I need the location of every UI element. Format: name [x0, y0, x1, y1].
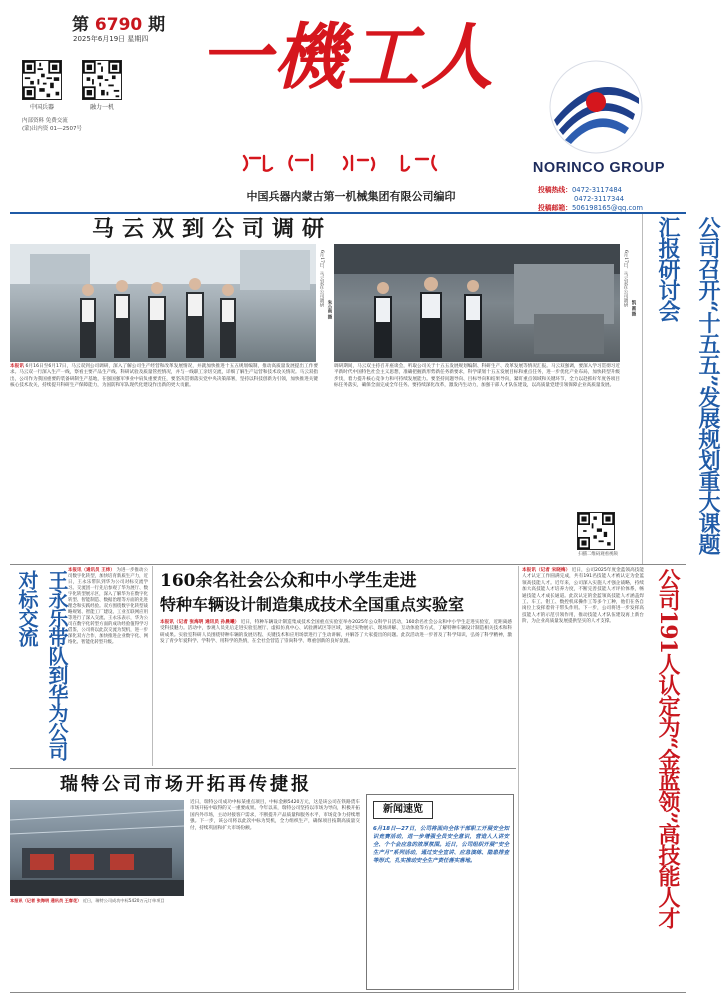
publication-permit: (蒙)出内资 01—2507号 — [22, 126, 83, 132]
lead-photo-left — [10, 244, 316, 362]
right-column-divider — [642, 214, 643, 564]
contact-line: 0472-3117344 — [574, 195, 625, 203]
market-headline: 瑞特公司市场开拓再传捷报 — [60, 774, 312, 795]
lead-photo-right-credit: 凯 圆 摄 — [631, 300, 636, 317]
lead-photo-left-caption: 6月17日，马云双在公司调研 — [319, 250, 324, 307]
center-headline-line2: 特种车辆设计制造集成技术全国重点实验室 — [160, 595, 465, 614]
norinco-logo-icon — [545, 58, 647, 156]
news-brief-title: 新闻速览 — [373, 801, 433, 819]
talent-column-divider — [518, 566, 519, 990]
section-rule-low — [10, 768, 516, 769]
qr-label-yiji: 融力一机 — [89, 104, 114, 111]
lead-body-left: 本报讯 6月16日至6月17日，马云双到公司调研，深入了解公司生产经营和改革发展情况，并就加快推进十五五规划编制，推动高质量发展提出工作要求。马云双一行深入生产一线，察看主要产品生产线、科研试验及质量管控情况，并与一线职工亲切交流，详细了解生产运营和技术攻关情况。马云双指出，公司作为我国重要的装备研制生产基地，在强国强军事业中肩负重要责任，要坚决贯彻落实党中央决策部署，坚持以科技创新为引领，加快推进关键核心技术攻关，持续提升科研生产保障能力，为国防和军队现代化建设作出新的更大贡献。 — [10, 364, 318, 389]
market-photo-caption: 本报讯（记者 张海明 通讯员 王春花） 近日，瑞特公司成功中标5420万元订单项目 — [10, 898, 165, 903]
news-brief-body: 6月18日—27日，公司将面向全体干部职工开展安全知识竞赛活动，进一步增强全员安全意识，营造人人讲安全、个个会应急的浓厚氛围。近日，公司组织开展“安全生产月”系列活动，通过安全宣讲、应急演练、隐患排查等形式，扎实推动安全生产责任落实落地。 — [373, 826, 509, 864]
footer-rule — [10, 992, 686, 993]
qr-label-norinco: 中国兵器 — [29, 104, 54, 111]
lead-video-qr-code[interactable] — [577, 512, 615, 550]
qr-code-norinco — [22, 60, 62, 100]
issue-date: 2025年6月19日 星期四 — [73, 35, 149, 43]
lead-photo-left-credit: 朱小雨 摄 — [327, 300, 332, 320]
lead-video-caption: 扫描二维码观看视频 — [578, 552, 618, 557]
mongolian-script-band — [236, 152, 466, 174]
masthead-subtitle: 中国兵器内蒙古第一机械集团有限公司编印 — [246, 190, 456, 203]
left-column-divider — [152, 566, 153, 766]
left-column-headline: 王永乐带队到华为公司对标交流 — [15, 570, 69, 760]
center-headline-line1: 160余名社会公众和中小学生走进 — [160, 571, 417, 591]
contact-line: 投稿邮箱：506198165@qq.com — [538, 204, 644, 212]
center-body: 本报讯（记者 张海明 通讯员 孙晨曦） 近日，特种车辆设计制造集成技术全国重点实验室举办2025年公众科学日活动，160余名社会公众和中小学生走进实验室，近距离感受科技魅力。活动中，参观人员先后走进实验室展厅、虚拟仿真中心、试验测试区等区域，通过实物展示、现场讲解、互动体验等方式，了解特种车辆设计制造相关技术和科研成果。实验室科研人员围绕特种车辆的发展历程、关键技术和应用场景进行了生动讲解，并解答了大家提出的问题。此次活动进一步普及了科学知识，弘扬了科学精神，激发了青少年爱科学、学科学、用科学的热情，在全社会营造了崇尚科学、尊重创新的良好氛围。 — [160, 620, 512, 645]
market-photo — [10, 800, 184, 896]
lead-headline: 马云双到公司调研 — [92, 216, 333, 242]
issue-number: 第 6790 期 — [72, 15, 166, 35]
contact-line: 投稿热线：0472-3117484 — [538, 186, 623, 194]
masthead-logo: 一機工人 — [198, 14, 495, 99]
left-column-body: 本报讯（通讯员 王炜） 为进一步推动公司数字化转型，加快培育新质生产力，近日，王永乐带队到华为公司对标交流学习。交流团一行先后参观了华为展厅、数字化转型展示区，深入了解华为在数字化转型、智能制造、数据治理等方面的先进理念和实践经验。双方围绕数字化转型战略规划、智能工厂建设、工业互联网应用等进行了深入交流。王永乐表示，华为公司在数字化转型方面的成功经验值得学习借鉴，公司将以此次交流为契机，进一步深化双方合作，加快推进企业数字化、网络化、智能化转型升级。 — [68, 568, 148, 645]
right-column-headline: 公司召开“十五五”发展规划重大课题汇报研讨会 — [655, 216, 721, 555]
internal-note: 内部资料 免费交流 — [22, 118, 68, 124]
market-body: 近日，瑞特公司成功中标某重点项目，中标金额5420万元，这是该公司在铁路货车市场开拓中取得的又一重要成果。今年以来，瑞特公司坚持以市场为导向，积极开拓国内外市场，主动对接客户需求，不断提升产品质量和服务水平，市场竞争力持续增强。下一步，该公司将以此次中标为契机，全力组织生产，确保项目按期高质量交付，持续巩固和扩大市场份额。 — [190, 800, 360, 831]
talent-body: 本报讯（记者 宋晓梅） 近日，公司2025年度金蓝领高技能人才认定工作圆满完成，共有191名技能人才被认定为金蓝领高技能人才。近年来，公司深入实施人才强企战略，持续加大高技能人才培养力度，不断完善技能人才评价体系，畅通技能人才成长通道。此次认定的金蓝领高技能人才涵盖焊工、车工、钳工、数控机床操作工等多个工种，他们在各自岗位上发挥着骨干带头作用。下一步，公司将进一步发挥高技能人才的示范引领作用，推动技能人才队伍建设再上新台阶，为企业高质量发展提供坚实的人才支撑。 — [522, 568, 644, 625]
lead-photo-right — [334, 244, 620, 362]
talent-headline: 公司191人认定为“金蓝领”高技能人才 — [655, 568, 681, 929]
news-brief-box — [366, 794, 514, 990]
section-rule-mid — [10, 564, 686, 565]
lead-body-right: 调研期间，马云双主持召开座谈会，听取公司关于十五五发展规划编制、科研生产、改革发展等情况汇报。马云双强调，要深入学习贯彻习近平新时代中国特色社会主义思想，准确把握新形势新任务新要求，科学谋划十五五发展目标和重点任务，进一步优化产业布局，加快转型升级步伐，着力提升核心竞争力和可持续发展能力。要坚持问题导向、目标导向和结果导向，紧盯重点领域和关键环节，全力以赴抓好年度各项目标任务落实，确保全面完成全年任务。要持续深化改革，激发内生动力，加强干部人才队伍建设，以高质量党建引领保障企业高质量发展。 — [334, 364, 620, 389]
contact-block — [538, 186, 688, 213]
qr-code-yiji — [82, 60, 122, 100]
lead-photo-right-caption: 6月17日，马云双在公司调研 — [623, 250, 628, 307]
norinco-brand: NORINCO GROUP — [532, 160, 666, 176]
